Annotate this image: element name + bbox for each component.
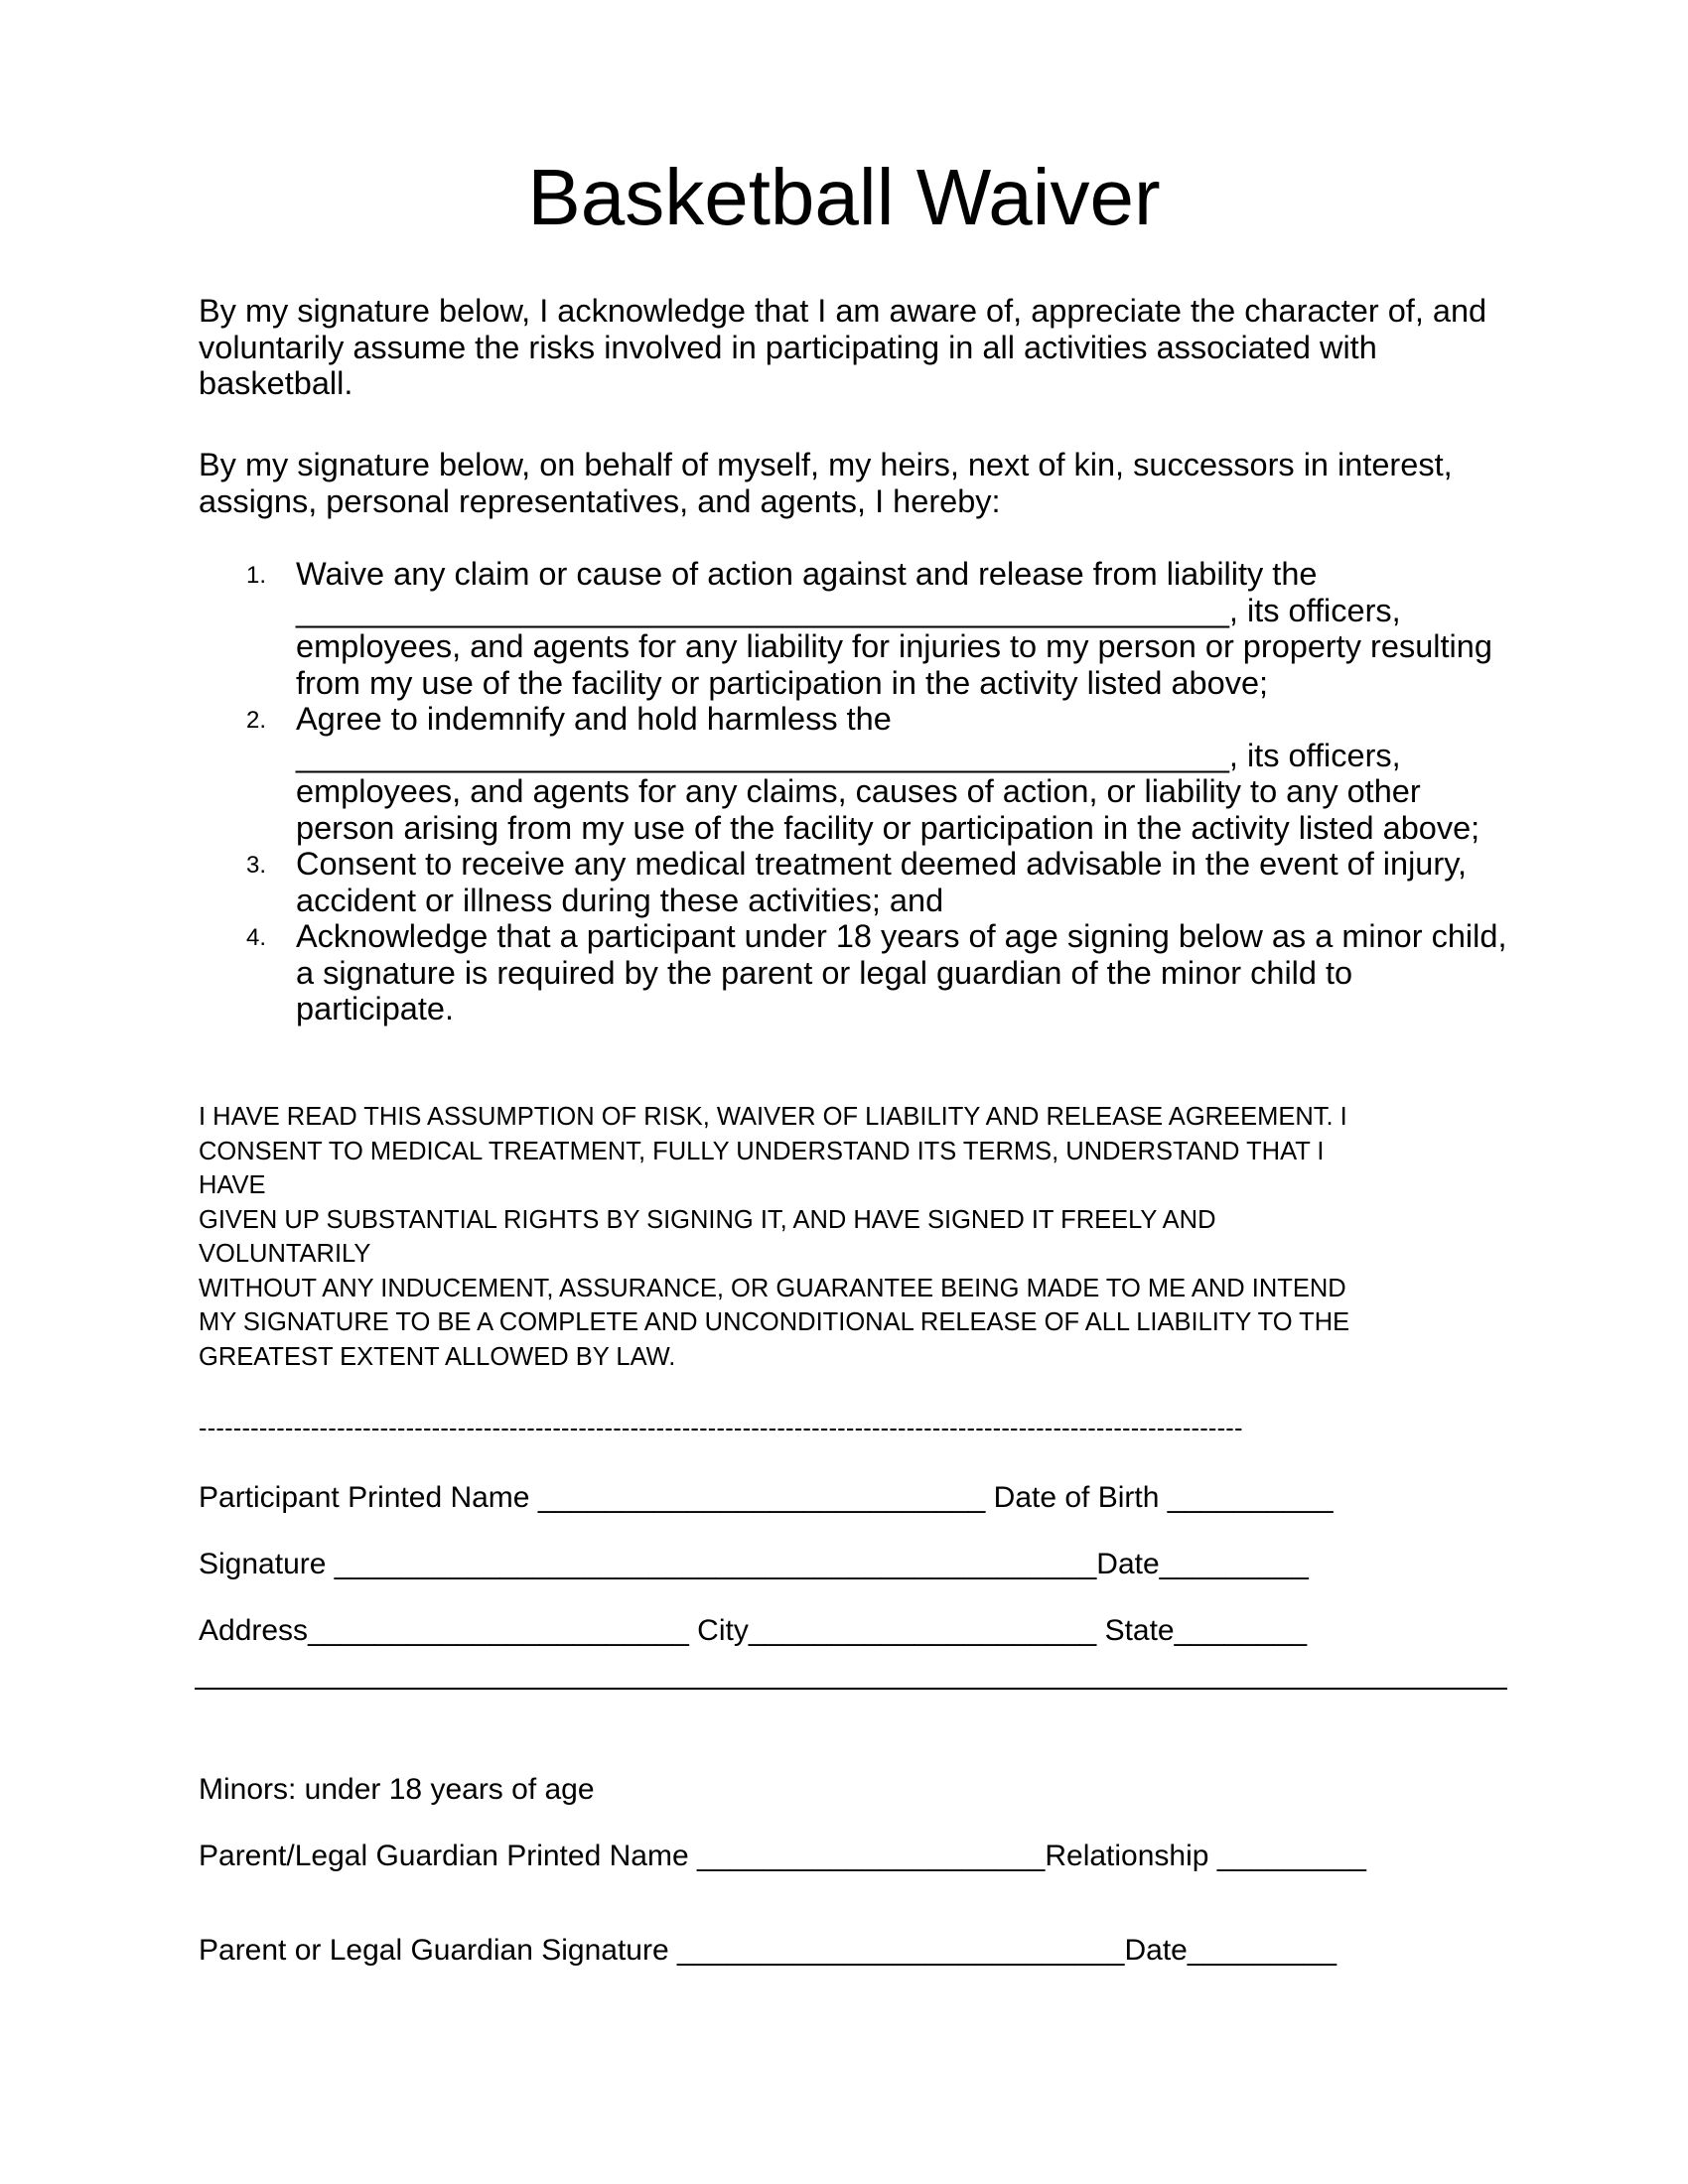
participant-name-field[interactable]: ___________________________	[537, 1481, 986, 1514]
guardian-signature-row	[199, 1934, 1336, 1968]
hereby-paragraph: By my signature below, on behalf of myself, my heirs, next of kin, successors in interest, assigns, personal representatives, and agents, I hereby:	[199, 447, 1453, 519]
intro-paragraph: By my signature below, I acknowledge that I am aware of, appreciate the character of, and voluntarily assume the risks involved in participating in all activities associated with basketball.	[199, 293, 1487, 401]
dashed-divider: -------------------------------------------------------------------------------------------------------------------------	[199, 1415, 1243, 1442]
address-label: Address	[199, 1614, 309, 1647]
guardian-name-field[interactable]: _____________________	[696, 1840, 1046, 1872]
statement-line: MY SIGNATURE TO BE A COMPLETE AND UNCONDITIONAL RELEASE OF ALL LIABILITY TO THE	[199, 1308, 1350, 1336]
state-field[interactable]: ________	[1174, 1614, 1308, 1647]
date-label: Date	[1096, 1548, 1160, 1580]
organization-blank[interactable]: ____________________________________________________, its officers,	[296, 737, 1401, 773]
dob-label: Date of Birth	[993, 1481, 1160, 1514]
list-item-consent	[199, 846, 1509, 918]
statement-line: GREATEST EXTENT ALLOWED BY LAW.	[199, 1342, 676, 1371]
list-number: 1.	[246, 562, 267, 589]
list-number: 2.	[246, 707, 267, 734]
minors-heading: Minors: under 18 years of age	[199, 1773, 595, 1806]
page-title: Basketball Waiver	[527, 153, 1161, 241]
list-item-acknowledge	[199, 918, 1509, 1027]
address-row	[199, 1614, 1307, 1648]
statement-line: CONSENT TO MEDICAL TREATMENT, FULLY UNDERSTAND ITS TERMS, UNDERSTAND THAT I	[199, 1137, 1325, 1165]
signature-row	[199, 1548, 1309, 1581]
state-label: State	[1104, 1614, 1175, 1647]
participant-name-label: Participant Printed Name	[199, 1481, 530, 1514]
relationship-field[interactable]: _________	[1216, 1840, 1366, 1872]
guardian-signature-field[interactable]: ___________________________	[677, 1934, 1125, 1967]
list-item-lead: Agree to indemnify and hold harmless the	[296, 701, 892, 737]
guardian-signature-label: Parent or Legal Guardian Signature	[199, 1934, 669, 1967]
list-item-lead: Waive any claim or cause of action against and release from liability the	[296, 556, 1318, 592]
organization-blank[interactable]: ____________________________________________________, its officers,	[296, 592, 1401, 628]
list-item-text: Consent to receive any medical treatment deemed advisable in the event of injury, accident or illness during these activities; and	[296, 846, 1468, 918]
signature-label: Signature	[199, 1548, 327, 1580]
agreement-statement	[199, 1100, 1509, 1374]
address-field[interactable]: _______________________	[308, 1614, 689, 1647]
waiver-terms-list	[199, 556, 1509, 1027]
dob-field[interactable]: __________	[1167, 1481, 1334, 1514]
guardian-date-field[interactable]: _________	[1187, 1934, 1337, 1967]
list-item-rest: employees, and agents for any liability for injuries to my person or property resulting from my use of the facility or participation in the activity listed above;	[296, 628, 1492, 701]
city-label: City	[697, 1614, 749, 1647]
section-divider	[195, 1688, 1507, 1690]
guardian-date-label: Date	[1124, 1934, 1188, 1967]
participant-row	[199, 1481, 1334, 1515]
list-item-waive	[199, 556, 1509, 701]
list-number: 3.	[246, 852, 267, 879]
guardian-row	[199, 1840, 1366, 1873]
statement-line: VOLUNTARILY	[199, 1240, 371, 1268]
list-number: 4.	[246, 924, 267, 951]
relationship-label: Relationship	[1045, 1840, 1209, 1872]
statement-line: WITHOUT ANY INDUCEMENT, ASSURANCE, OR GUARANTEE BEING MADE TO ME AND INTEND	[199, 1274, 1346, 1302]
statement-line: I HAVE READ THIS ASSUMPTION OF RISK, WAIVER OF LIABILITY AND RELEASE AGREEMENT. I	[199, 1103, 1347, 1131]
guardian-name-label: Parent/Legal Guardian Printed Name	[199, 1840, 689, 1872]
statement-line: HAVE	[199, 1171, 266, 1199]
list-item-text: Acknowledge that a participant under 18 years of age signing below as a minor child, a signature is required by the parent or legal guardian of the minor child to participate.	[296, 918, 1507, 1026]
statement-line: GIVEN UP SUBSTANTIAL RIGHTS BY SIGNING IT, AND HAVE SIGNED IT FREELY AND	[199, 1205, 1216, 1234]
list-item-rest: employees, and agents for any claims, causes of action, or liability to any other person arising from my use of the facility or participation in the activity listed above;	[296, 773, 1480, 846]
list-item-indemnify	[199, 701, 1509, 846]
signature-field[interactable]: ______________________________________________	[334, 1548, 1097, 1580]
date-field[interactable]: _________	[1159, 1548, 1309, 1580]
city-field[interactable]: _____________________	[748, 1614, 1097, 1647]
